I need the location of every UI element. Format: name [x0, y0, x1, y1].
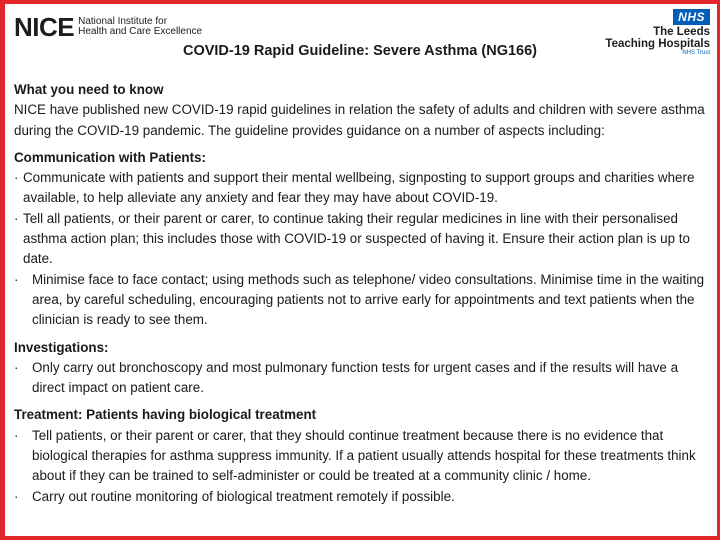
- bullet-text: Only carry out bronchoscopy and most pulmonary function tests for urgent cases and if the results will have a direct impact on patient care.: [32, 359, 679, 396]
- frame-top-border: [0, 0, 720, 4]
- bullet-text: Tell all patients, or their parent or carer, to continue taking their regular medicines in line with their personalised asthma action plan; this includes those with COVID-19 or suspected of having it. Ensure their action plan is up to date.: [23, 210, 690, 267]
- bullet-marker: ·: [14, 210, 19, 226]
- list-item: [14, 487, 710, 507]
- nice-logo-word: NICE: [14, 11, 75, 42]
- list-item: [14, 270, 710, 331]
- section-heading-treatment: Treatment: Patients having biological treatment: [14, 407, 317, 423]
- list-item: [14, 358, 710, 399]
- nice-logo-subtitle: [78, 17, 202, 37]
- list-item: [14, 209, 710, 270]
- section-heading-communication: Communication with Patients:: [14, 149, 206, 165]
- bullet-text: Carry out routine monitoring of biological treatment remotely if possible.: [32, 488, 455, 504]
- bullet-marker: ·: [14, 271, 19, 287]
- nice-institute-line1: National Institute for: [78, 16, 168, 27]
- frame-left-border: [0, 0, 5, 540]
- document-title: COVID-19 Rapid Guideline: Severe Asthma (NG166): [182, 43, 537, 59]
- nice-institute-line2: Health and Care Excellence: [78, 26, 203, 37]
- document-body: [14, 80, 710, 507]
- nhs-badge: NHS: [673, 9, 710, 25]
- bullet-text: Minimise face to face contact; using methods such as telephone/ video consultations. Minimise time in the waiting area, by careful scheduling, encouraging patients not to arrive early for appointments and text patients when the clinician is ready to see them.: [32, 271, 705, 328]
- bullet-marker: ·: [14, 359, 19, 375]
- list-item: [14, 168, 710, 209]
- bullet-text: Tell patients, or their parent or carer, that they should continue treatment because there is no evidence that biological therapies for asthma suppress immunity. If a patient usually attends hospital for these treatments think about if they can be trained to self-administer or could be treated at a community clinic / home.: [32, 427, 696, 484]
- nice-logo: [14, 12, 202, 42]
- bullet-marker: ·: [14, 488, 19, 504]
- section-heading-investigations: Investigations:: [14, 339, 109, 355]
- intro-paragraph: NICE have published new COVID-19 rapid guidelines in relation the safety of adults and children with severe asthma during the COVID-19 pandemic. The guideline provides guidance on a number of aspects including:: [14, 102, 705, 138]
- trust-name-line2: Teaching Hospitals: [605, 38, 710, 50]
- frame-bottom-border: [0, 536, 720, 540]
- bullet-marker: ·: [14, 427, 19, 443]
- list-item: [14, 426, 710, 487]
- trust-type: NHS Trust: [682, 50, 710, 56]
- trust-name-line1: The Leeds: [653, 26, 710, 38]
- section-heading-know: What you need to know: [14, 82, 164, 97]
- bullet-marker: ·: [14, 170, 19, 186]
- bullet-text: Communicate with patients and support their mental wellbeing, signposting to support groups and charities where available, to help alleviate any anxiety and fear they may have about COVID-19.: [23, 170, 695, 206]
